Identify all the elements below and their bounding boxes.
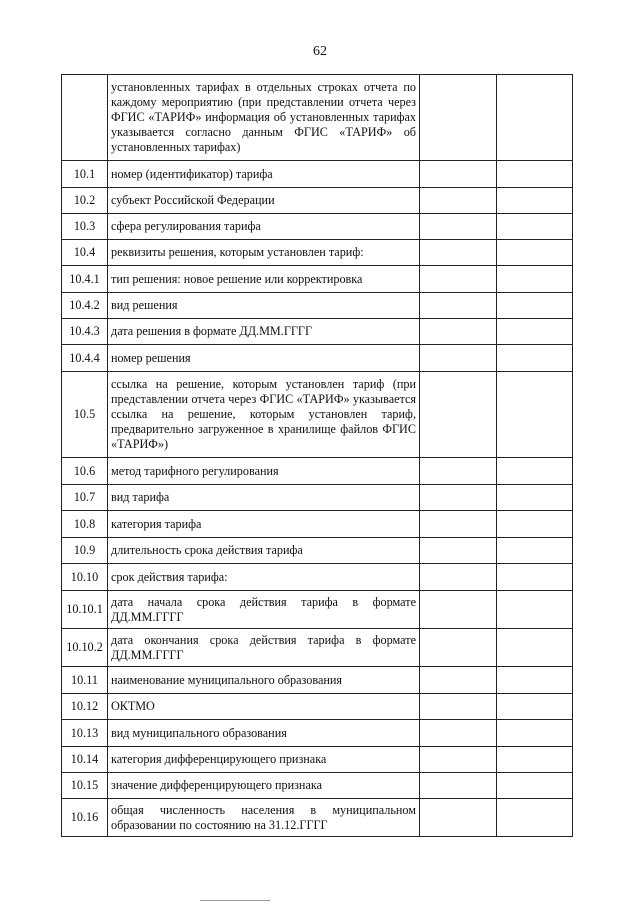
row-number-cell: 10.10.2 — [62, 629, 108, 667]
row-description-cell: общая численность населения в муниципальном образовании по состоянию на 31.12.ГГГГ — [108, 799, 420, 837]
row-description-cell: наименование муниципального образования — [108, 667, 420, 694]
row-number-cell: 10.9 — [62, 538, 108, 564]
value-cell — [420, 773, 497, 799]
page-number: 62 — [313, 44, 327, 59]
value-cell — [420, 747, 497, 773]
table-row — [62, 345, 573, 372]
row-number-cell: 10.4.4 — [62, 345, 108, 372]
table-row — [62, 773, 573, 799]
row-number-cell: 10.2 — [62, 188, 108, 214]
table-row — [62, 240, 573, 266]
row-description-cell: ссылка на решение, которым установлен тариф (при представлении отчета через ФГИС «ТАРИФ» указывается ссылка на решение, которым установлен тариф, предварительно загруженное в хранилище файлов ФГИС «ТАРИФ») — [108, 372, 420, 458]
row-number-cell: 10.6 — [62, 458, 108, 485]
value-cell — [497, 266, 573, 293]
value-cell — [497, 694, 573, 720]
row-description-cell: метод тарифного регулирования — [108, 458, 420, 485]
value-cell — [420, 458, 497, 485]
scan-artifact-line — [200, 900, 270, 901]
row-number-cell: 10.8 — [62, 511, 108, 538]
value-cell — [497, 667, 573, 694]
row-description-cell: дата окончания срока действия тарифа в формате ДД.ММ.ГГГГ — [108, 629, 420, 667]
row-number-cell: 10.7 — [62, 485, 108, 511]
value-cell — [420, 629, 497, 667]
row-description-cell: субъект Российской Федерации — [108, 188, 420, 214]
row-description-cell: вид решения — [108, 293, 420, 319]
table-row — [62, 511, 573, 538]
row-description-cell: значение дифференцирующего признака — [108, 773, 420, 799]
value-cell — [420, 511, 497, 538]
table-row — [62, 799, 573, 837]
value-cell — [497, 773, 573, 799]
value-cell — [420, 694, 497, 720]
value-cell — [497, 564, 573, 591]
row-number-cell: 10.12 — [62, 694, 108, 720]
value-cell — [420, 319, 497, 345]
value-cell — [497, 629, 573, 667]
table-row — [62, 485, 573, 511]
table-row — [62, 747, 573, 773]
row-number-cell: 10.4.2 — [62, 293, 108, 319]
row-number-cell: 10.16 — [62, 799, 108, 837]
value-cell — [497, 747, 573, 773]
value-cell — [420, 75, 497, 161]
value-cell — [497, 485, 573, 511]
row-description-cell: номер решения — [108, 345, 420, 372]
value-cell — [420, 214, 497, 240]
table-row — [62, 667, 573, 694]
value-cell — [420, 667, 497, 694]
row-number-cell: 10.1 — [62, 161, 108, 188]
row-description-cell: категория дифференцирующего признака — [108, 747, 420, 773]
row-description-cell: ОКТМО — [108, 694, 420, 720]
table-row — [62, 319, 573, 345]
value-cell — [497, 75, 573, 161]
table-row — [62, 564, 573, 591]
value-cell — [420, 799, 497, 837]
table-row — [62, 161, 573, 188]
table-row — [62, 458, 573, 485]
table-row — [62, 214, 573, 240]
row-number-cell: 10.10.1 — [62, 591, 108, 629]
table-row — [62, 538, 573, 564]
value-cell — [497, 293, 573, 319]
value-cell — [420, 720, 497, 747]
row-number-cell: 10.4.3 — [62, 319, 108, 345]
row-description-cell: установленных тарифах в отдельных строках отчета по каждому мероприятию (при представлении отчета через ФГИС «ТАРИФ» информация об установленных тарифах указывается согласно данным ФГИС «ТАРИФ» об установленных тарифах) — [108, 75, 420, 161]
table-row — [62, 293, 573, 319]
table-row — [62, 629, 573, 667]
value-cell — [497, 161, 573, 188]
row-description-cell: вид тарифа — [108, 485, 420, 511]
value-cell — [497, 345, 573, 372]
row-number-cell: 10.10 — [62, 564, 108, 591]
value-cell — [420, 240, 497, 266]
row-description-cell: длительность срока действия тарифа — [108, 538, 420, 564]
value-cell — [497, 538, 573, 564]
value-cell — [420, 161, 497, 188]
value-cell — [420, 591, 497, 629]
row-description-cell: реквизиты решения, которым установлен тариф: — [108, 240, 420, 266]
row-number-cell: 10.5 — [62, 372, 108, 458]
row-description-cell: вид муниципального образования — [108, 720, 420, 747]
value-cell — [420, 345, 497, 372]
value-cell — [497, 188, 573, 214]
row-number-cell: 10.15 — [62, 773, 108, 799]
row-description-cell: номер (идентификатор) тарифа — [108, 161, 420, 188]
report-table — [61, 74, 573, 837]
value-cell — [497, 720, 573, 747]
row-number-cell: 10.4.1 — [62, 266, 108, 293]
value-cell — [420, 293, 497, 319]
table-row — [62, 266, 573, 293]
row-number-cell: 10.3 — [62, 214, 108, 240]
value-cell — [497, 240, 573, 266]
table-row — [62, 75, 573, 161]
row-number-cell: 10.4 — [62, 240, 108, 266]
row-number-cell: 10.14 — [62, 747, 108, 773]
table-row — [62, 372, 573, 458]
value-cell — [497, 511, 573, 538]
table-row — [62, 694, 573, 720]
row-number-cell — [62, 75, 108, 161]
value-cell — [497, 591, 573, 629]
row-description-cell: срок действия тарифа: — [108, 564, 420, 591]
value-cell — [420, 485, 497, 511]
report-table-body — [62, 75, 573, 837]
table-row — [62, 188, 573, 214]
row-description-cell: тип решения: новое решение или корректировка — [108, 266, 420, 293]
table-row — [62, 591, 573, 629]
value-cell — [497, 372, 573, 458]
value-cell — [420, 538, 497, 564]
value-cell — [420, 564, 497, 591]
value-cell — [497, 214, 573, 240]
value-cell — [497, 458, 573, 485]
value-cell — [420, 372, 497, 458]
value-cell — [497, 319, 573, 345]
row-description-cell: сфера регулирования тарифа — [108, 214, 420, 240]
table-row — [62, 720, 573, 747]
row-description-cell: дата решения в формате ДД.ММ.ГГГГ — [108, 319, 420, 345]
value-cell — [420, 188, 497, 214]
row-description-cell: категория тарифа — [108, 511, 420, 538]
row-number-cell: 10.11 — [62, 667, 108, 694]
value-cell — [420, 266, 497, 293]
value-cell — [497, 799, 573, 837]
row-description-cell: дата начала срока действия тарифа в формате ДД.ММ.ГГГГ — [108, 591, 420, 629]
row-number-cell: 10.13 — [62, 720, 108, 747]
